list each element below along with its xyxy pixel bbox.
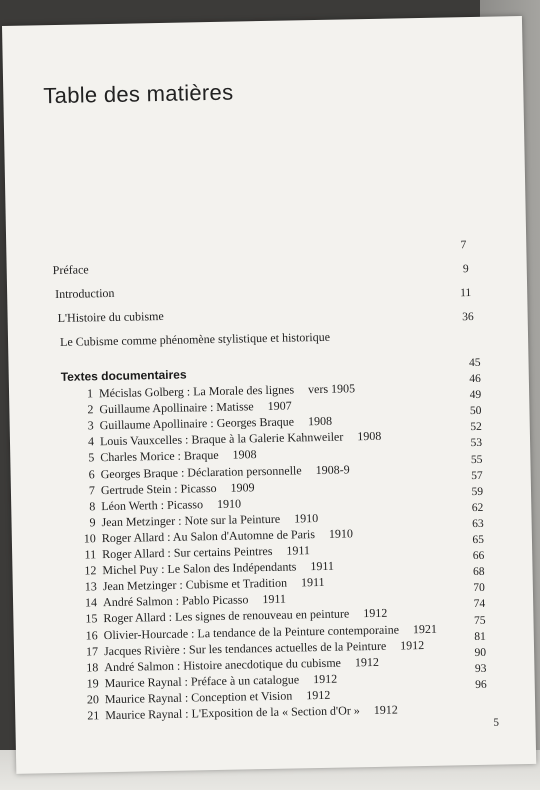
document-title: Roger Allard : Au Salon d'Automne de Paris [101, 526, 316, 546]
document-year: 1912 [373, 702, 398, 717]
document-number: 7 [88, 482, 96, 498]
document-year: 1911 [300, 575, 325, 590]
document-year: 1910 [328, 526, 354, 541]
document-title: Mécislas Golberg : La Morale des lignes [98, 382, 295, 401]
document-year: 1911 [310, 558, 335, 574]
document-page-number: 62 [471, 501, 484, 514]
document-entry [79, 575, 325, 595]
front-page-number: 36 [462, 310, 474, 324]
document-page-number: 75 [473, 614, 486, 627]
toc-entry-phenomene: Le Cubisme comme phénomène stylistique et historique [59, 329, 331, 349]
document-year: 1908 [232, 447, 257, 463]
toc-entry-histoire: L'Histoire du cubisme [57, 308, 164, 325]
document-year: 1912 [400, 637, 425, 653]
document-number: 20 [86, 692, 100, 707]
document-number: 6 [88, 466, 95, 481]
document-page-number: 68 [472, 566, 485, 579]
document-year: 1908 [307, 413, 333, 429]
document-page-number: 93 [474, 662, 487, 675]
document-title: Roger Allard : Sur certains Peintres [102, 543, 273, 562]
document-title: Louis Vauxcelles : Braque à la Galerie Kahnweiler [99, 429, 344, 449]
document-page-number: 66 [472, 549, 485, 563]
document-number: 5 [88, 450, 95, 465]
document-title: Maurice Raynal : Conception et Vision [104, 688, 293, 707]
document-title: Michel Puy : Le Salon des Indépendants [102, 559, 297, 578]
document-page-number: 96 [475, 678, 487, 691]
document-number: 1 [86, 386, 94, 401]
document-page-number: 74 [473, 598, 486, 611]
document-number: 18 [86, 659, 99, 675]
book-page [2, 16, 536, 774]
document-title: André Salmon : Histoire anecdotique du cubisme [104, 655, 342, 674]
document-year: 1912 [363, 606, 388, 621]
document-number: 3 [87, 418, 94, 433]
document-year: 1908 [357, 429, 382, 444]
document-title: Jacques Rivière : Sur les tendances actuelles de la Peinture [103, 638, 387, 658]
document-number: 9 [89, 515, 96, 530]
document-year: 1907 [267, 398, 292, 414]
document-number: 4 [87, 434, 95, 449]
document-number: 12 [84, 563, 97, 578]
document-title: Léon Werth : Picasso [101, 496, 204, 513]
document-page-number: 46 [469, 372, 481, 386]
document-number: 21 [87, 708, 100, 723]
document-page-number: 70 [473, 582, 485, 595]
document-title: Jean Metzinger : Cubisme et Tradition [102, 575, 288, 594]
document-title: Jean Metzinger : Note sur la Peinture [101, 511, 281, 529]
document-page-number: 52 [470, 421, 482, 434]
document-year: 1911 [262, 591, 287, 607]
document-number: 2 [87, 402, 94, 417]
section-heading-page: 45 [468, 356, 481, 370]
document-page-number: 81 [474, 630, 486, 643]
page-folio: 5 [493, 716, 500, 729]
section-heading-textes: Textes documentaires [60, 367, 187, 384]
document-number: 8 [89, 498, 96, 514]
document-year: 1912 [313, 671, 338, 686]
document-page-number: 90 [474, 646, 487, 659]
document-year: 1921 [412, 621, 438, 636]
document-page-number: 63 [472, 517, 484, 530]
document-number: 16 [85, 627, 98, 643]
document-page-number: 55 [470, 453, 483, 466]
document-number: 17 [85, 643, 99, 659]
toc-entry-introduction: Introduction [55, 285, 115, 302]
toc-entry-preface: Préface [52, 262, 89, 278]
document-year: 1909 [230, 479, 255, 495]
front-page-number: 9 [462, 263, 469, 276]
document-number: 19 [86, 676, 99, 691]
document-title: André Salmon : Pablo Picasso [102, 592, 249, 610]
document-year: 1908-9 [315, 461, 350, 477]
page-title: Table des matières [43, 79, 234, 109]
document-title: Guillaume Apollinaire : Georges Braque [99, 414, 295, 433]
document-number: 11 [84, 547, 97, 562]
document-title: Olivier-Hourcade : La tendance de la Peinture contemporaine [103, 621, 400, 642]
document-entry [77, 496, 241, 514]
document-title: Gertrude Stein : Picasso [100, 480, 217, 497]
document-number: 10 [83, 531, 96, 546]
document-page-number: 65 [472, 533, 485, 547]
document-title: Maurice Raynal : Préface à un catalogue [104, 672, 300, 690]
document-page-number: 59 [471, 485, 484, 498]
document-year: 1911 [286, 543, 311, 558]
document-number: 15 [85, 611, 98, 626]
document-year: 1910 [216, 496, 242, 511]
document-year: vers 1905 [307, 381, 356, 397]
document-number: 14 [84, 595, 98, 610]
document-title: Charles Morice : Braque [100, 448, 219, 465]
front-page-number: 11 [460, 287, 472, 300]
document-page-number: 49 [469, 388, 482, 402]
document-page-number: 53 [470, 437, 483, 450]
document-title: Guillaume Apollinaire : Matisse [99, 399, 254, 417]
document-number: 13 [84, 579, 97, 594]
document-title: Roger Allard : Les signes de renouveau en peinture [103, 606, 350, 626]
document-year: 1912 [354, 654, 380, 670]
document-entry [75, 381, 355, 401]
document-page-number: 50 [469, 405, 482, 418]
document-year: 1910 [293, 510, 319, 526]
document-title: Maurice Raynal : L'Exposition de la « Section d'Or » [105, 703, 360, 723]
document-title: Georges Braque : Déclaration personnelle [100, 462, 302, 481]
front-page-number: 7 [460, 239, 467, 252]
document-year: 1912 [306, 687, 331, 703]
document-page-number: 57 [471, 469, 483, 482]
